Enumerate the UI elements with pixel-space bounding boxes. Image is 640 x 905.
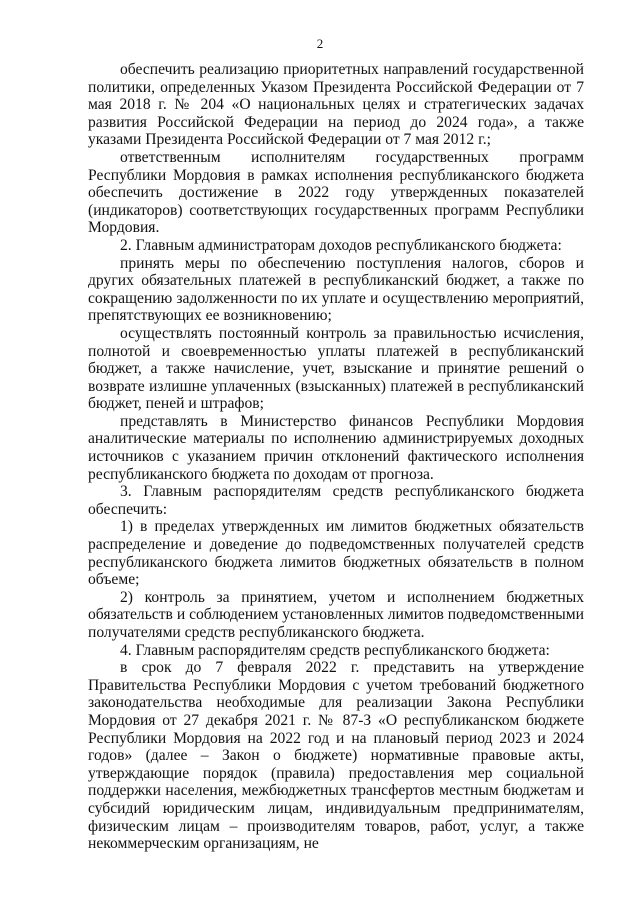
- paragraph-normative-acts: в срок до 7 февраля 2022 г. представить на утверждение Правительства Республики Мордовия с учетом требований бюджетного законодательства необходимые для реализации Закона Республики Мордовия от 27 декабря 2021 г. № 87-З «О республиканском бюджете Республики Мордовия на 2022 год и на плановый период 2023 и 2024 годов» (далее – Закон о бюджете) нормативные правовые акты, утверждающие порядок (правила) предоставления мер социальной поддержки населения, межбюджетных трансфертов местным бюджетам и субсидий юридическим лицам, индивидуальным предпринимателям, физическим лицам – производителям товаров, работ, услуг, а также некоммерческим организациям, не: [88, 659, 584, 853]
- page-number: 2: [316, 36, 324, 51]
- paragraph-limits-distribution: 1) в пределах утвержденных им лимитов бюджетных обязательств распределение и доведение до подведомственных получателей средств республиканского бюджета лимитов бюджетных обязательств в полном объеме;: [88, 518, 584, 589]
- paragraph-payment-control: осуществлять постоянный контроль за правильностью исчисления, полнотой и своевременностью уплаты платежей в республиканский бюджет, а также начисление, учет, взыскание и принятие решений о возврате излишне уплаченных (взысканных) платежей в республиканский бюджет, пеней и штрафов;: [88, 324, 584, 413]
- paragraph-section-4-heading: 4. Главным распорядителям средств республиканского бюджета:: [120, 641, 550, 659]
- paragraph-revenue-measures: принять меры по обеспечению поступления налогов, сборов и других обязательных платежей в республиканский бюджет, а также по сокращению задолженности по их уплате и осуществлению мероприятий, препятствующих ее возникновению;: [88, 254, 584, 325]
- paragraph-priority-directions: обеспечить реализацию приоритетных направлений государственной политики, определенных Указом Президента Российской Федерации от 7 мая 2018 г. № 204 «О национальных целях и стратегических задачах развития Российской Федерации на период до 2024 года», а также указами Президента Российской Федерации от 7 мая 2012 г.;: [88, 61, 584, 149]
- paragraph-section-3-heading: 3. Главным распорядителям средств республиканского бюджета обеспечить:: [88, 483, 584, 518]
- paragraph-program-executors: ответственным исполнителям государственных программ Республики Мордовия в рамках исполнения республиканского бюджета обеспечить достижение в 2022 году утвержденных показателей (индикаторов) соответствующих государственных программ Республики Мордовия.: [88, 148, 584, 237]
- paragraph-analytical-materials: представлять в Министерство финансов Республики Мордовия аналитические материалы по исполнению администрируемых доходных источников с указанием причин отклонений фактического исполнения республиканского бюджета по доходам от прогноза.: [88, 412, 584, 483]
- paragraph-obligations-control: 2) контроль за принятием, учетом и исполнением бюджетных обязательств и соблюдением установленных лимитов подведомственными получателями средств республиканского бюджета.: [88, 588, 584, 641]
- paragraph-section-2-heading: 2. Главным администраторам доходов республиканского бюджета:: [120, 236, 562, 254]
- document-body: [88, 61, 584, 853]
